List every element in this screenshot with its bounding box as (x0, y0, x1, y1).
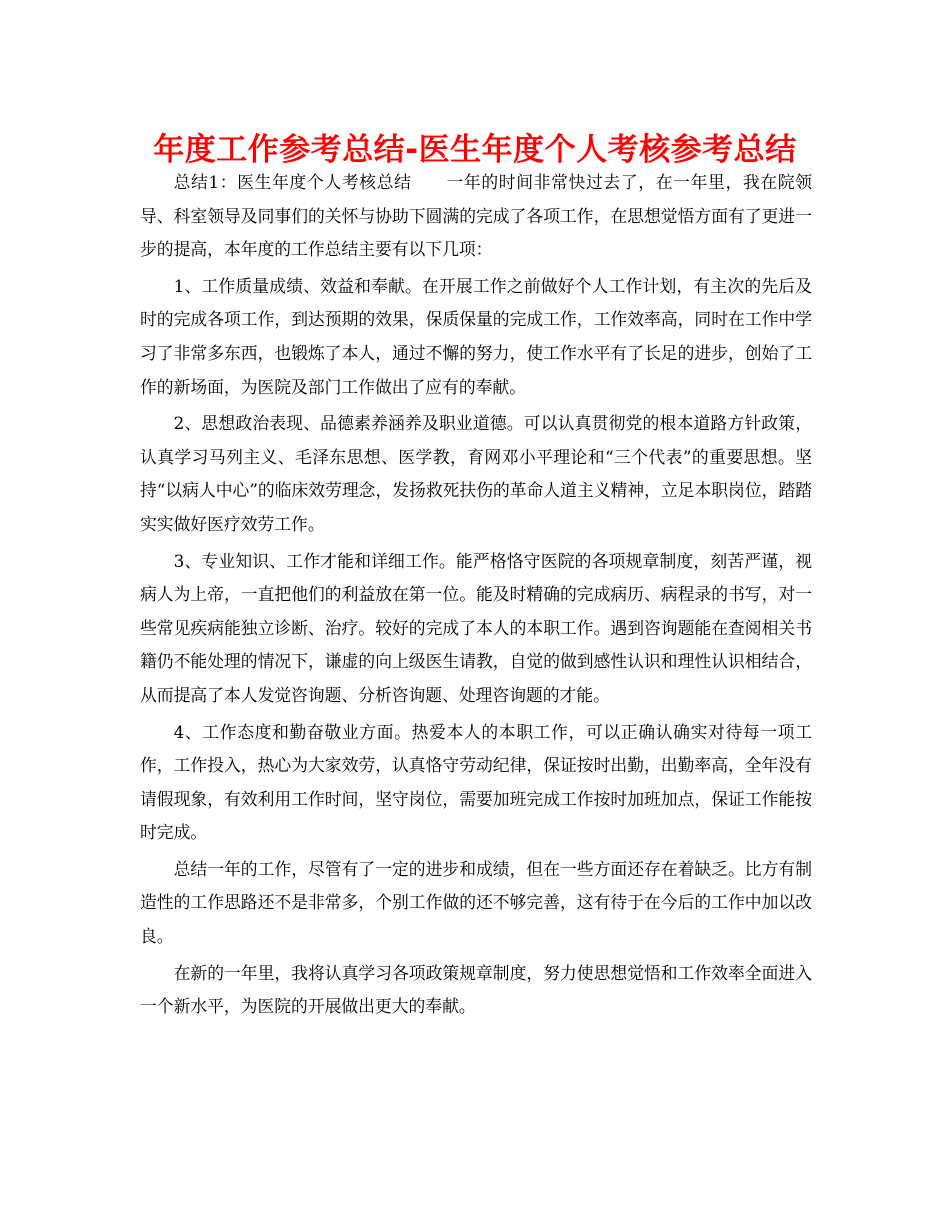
paragraph: 总结1：医生年度个人考核总结 一年的时间非常快过去了，在一年里，我在院领导、科室领导及同事们的关怀与协助下圆满的完成了各项工作，在思想觉悟方面有了更进一步的提高，本年度的工作总结主要有以下几项： (140, 172, 812, 260)
paragraph: 1、工作质量成绩、效益和奉献。在开展工作之前做好个人工作计划，有主次的先后及时的完成各项工作，到达预期的效果，保质保量的完成工作，工作效率高，同时在工作中学习了非常多东西，也锻炼了本人，通过不懈的努力，使工作水平有了长足的进步，创始了工作的新场面，为医院及部门工作做出了应有的奉献。 (140, 275, 812, 397)
paragraph: 4、工作态度和勤奋敬业方面。热爱本人的本职工作，可以正确认确实对待每一项工作，工作投入，热心为大家效劳，认真恪守劳动纪律，保证按时出勤，出勤率高，全年没有请假现象，有效利用工作时间，坚守岗位，需要加班完成工作按时加班加点，保证工作能按时完成。 (140, 721, 812, 843)
paragraph: 2、思想政治表现、品德素养涵养及职业道德。可以认真贯彻党的根本道路方针政策，认真学习马列主义、毛泽东思想、医学教，育网邓小平理论和“三个代表”的重要思想。坚持“以病人中心”的临床效劳理念，发扬救死扶伤的革命人道主义精神，立足本职岗位，踏踏实实做好医疗效劳工作。 (140, 413, 812, 534)
document-body (140, 166, 812, 1024)
paragraph: 总结一年的工作，尽管有了一定的进步和成绩，但在一些方面还存在着缺乏。比方有制造性的工作思路还不是非常多，个别工作做的还不够完善，这有待于在今后的工作中加以改良。 (140, 858, 812, 947)
paragraph: 在新的一年里，我将认真学习各项政策规章制度，努力使思想觉悟和工作效率全面进入一个新水平，为医院的开展做出更大的奉献。 (140, 962, 812, 1017)
document-title: 年度工作参考总结-医生年度个人考核参考总结 (153, 132, 797, 168)
paragraph: 3、专业知识、工作才能和详细工作。能严格恪守医院的各项规章制度，刻苦严谨，视病人为上帝，一直把他们的利益放在第一位。能及时精确的完成病历、病程录的书写，对一些常见疾病能独立诊断、治疗。较好的完成了本人的本职工作。遇到咨询题能在查阅相关书籍仍不能处理的情况下，谦虚的向上级医生请教，自觉的做到感性认识和理性认识相结合，从而提高了本人发觉咨询题、分析咨询题、处理咨询题的才能。 (140, 550, 812, 705)
